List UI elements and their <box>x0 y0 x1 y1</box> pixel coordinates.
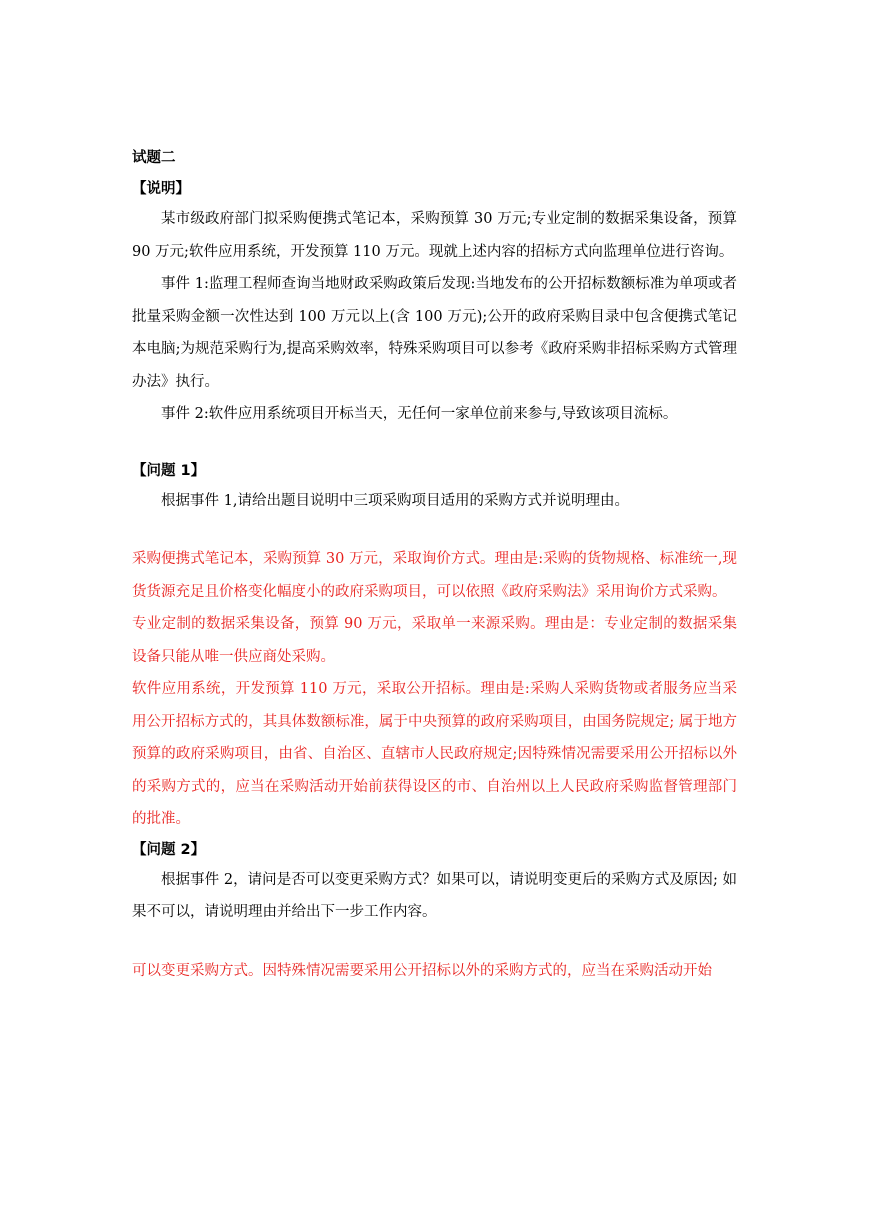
question-1-heading: 【问题 1】 <box>132 462 206 479</box>
question-2-text: 根据事件 2，请问是否可以变更采购方式？如果可以，请说明变更后的采购方式及原因; 如果不可以，请说明理由并给出下一步工作内容。 <box>132 871 737 920</box>
spacer <box>132 517 737 543</box>
answer-paragraph-change-method: 可以变更采购方式。因特殊情况需要采用公开招标以外的采购方式的，应当在采购活动开始 <box>132 962 712 979</box>
spacer <box>132 431 737 457</box>
answer-paragraph-laptop: 采购便携式笔记本，采购预算 30 万元，采取询价方式。理由是:采购的货物规格、标准统一,现货货源充足且价格变化幅度小的政府采购项目，可以依照《政府采购法》采用询价方式采购。 <box>132 551 737 600</box>
answer-paragraph-software: 软件应用系统，开发预算 110 万元，采取公开招标。理由是:采购人采购货物或者服务应当采用公开招标方式的，其具体数额标准，属于中央预算的政府采购项目，由国务院规定; 属于地方预算的政府采购项目，由省、自治区、直辖市人民政府规定;因特殊情况需要采用公开招标以外的采购方式的，应当在采购活动开始前获得设区的市、自治州以上人民政府采购监督管理部门的批准。 <box>132 681 737 827</box>
question-2-heading: 【问题 2】 <box>132 841 206 858</box>
exam-title: 试题二 <box>132 150 176 166</box>
answer-paragraph-data-equipment: 专业定制的数据采集设备，预算 90 万元，采取单一来源采购。理由是：专业定制的数据采集设备只能从唯一供应商处采购。 <box>132 616 737 665</box>
question-2-answer <box>132 955 737 988</box>
description-heading: 【说明】 <box>132 181 190 197</box>
event-1-paragraph: 事件 1:监理工程师查询当地财政采购政策后发现:当地发布的公开招标数额标准为单项或者批量采购金额一次性达到 100 万元以上(含 100 万元);公开的政府采购目录中包含便携式笔记本电脑;为规范采购行为,提高采购效率，特殊采购项目可以参考《政府采购非招标采购方式管理办法》执行。 <box>132 276 737 390</box>
spacer <box>132 929 737 955</box>
question-1-answer <box>132 543 737 836</box>
description-paragraph: 某市级政府部门拟采购便携式笔记本，采购预算 30 万元;专业定制的数据采集设备，预算 90 万元;软件应用系统，开发预算 110 万元。现就上述内容的招标方式向监理单位进行咨询。 <box>132 211 737 260</box>
event-2-paragraph: 事件 2:软件应用系统项目开标当天，无任何一家单位前来参与,导致该项目流标。 <box>161 406 678 422</box>
question-1-text: 根据事件 1,请给出题目说明中三项采购项目适用的采购方式并说明理由。 <box>161 492 629 509</box>
